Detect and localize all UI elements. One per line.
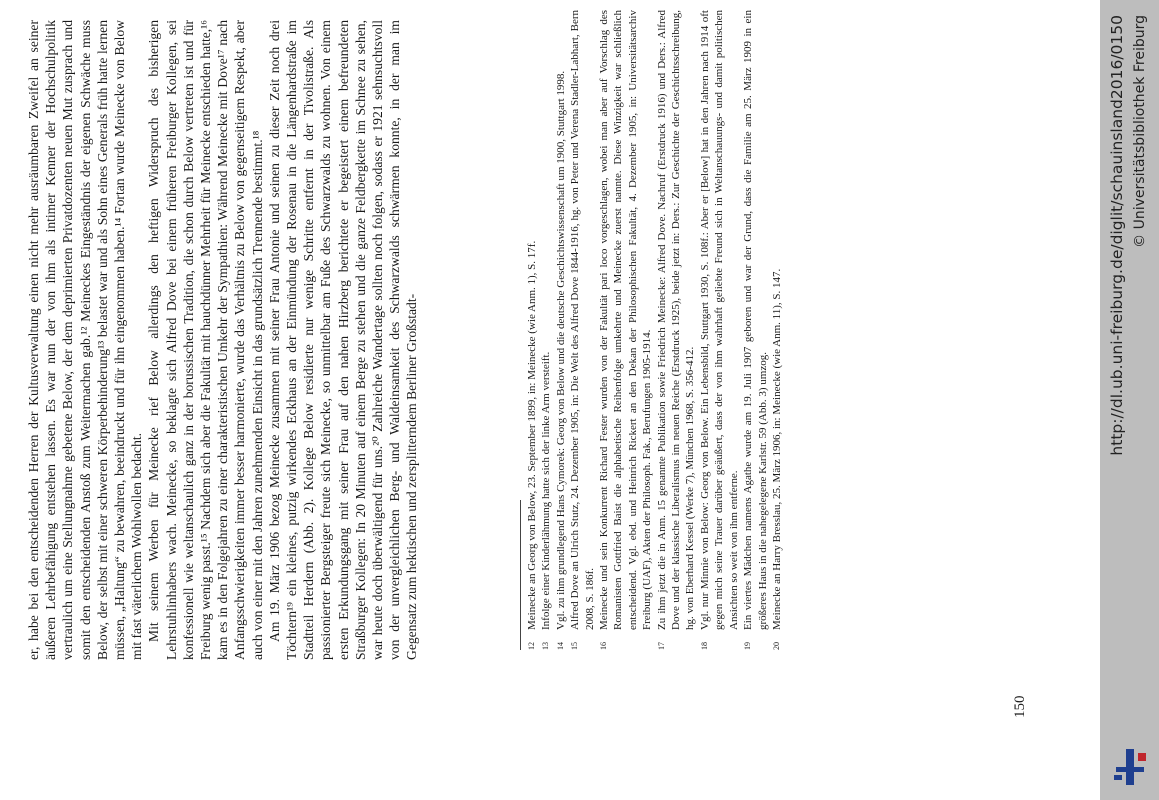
footnote-number: 14 [555,642,565,650]
footnote-text: Meinecke an Georg von Below, 23. September 1899, in: Meinecke (wie Anm. 1), S. 17f. [526,240,538,630]
footnote [597,10,655,650]
footnotes-block [520,10,880,650]
footnote-number: 19 [743,642,753,650]
footnote-number: 16 [599,642,609,650]
footnote-text: Zu ihm jetzt die in Anm. 15 genannte Publikation sowie Friedrich Meinecke: Alfred Dove. Nachruf (Erstdruck 1916) und Ders.: Alfred Dove und der klassische Liberalismus im neuen Reiche (Erstdruck 1925), beide jetzt in: Ders.: Zur Geschichte der Geschichtsschreibung, hg. von Eberhard Kessel (Werke 7), München 1968, S. 356-412. [655,10,697,630]
permalink-url[interactable]: http://dl.ub.uni-freiburg.de/diglit/schauinsland2016/0150 [1108,15,1126,456]
footnote-number: 18 [699,642,709,650]
footnote-text: Meinecke an Harry Bresslau, 25. März 1906, in: Meinecke (wie Anm. 11), S. 147. [770,268,783,630]
footnote-number: 17 [656,642,666,650]
footnote-number: 13 [541,642,551,650]
page-number: 150 [1012,695,1028,718]
body-paragraph: Mit seinem Werben für Meinecke rief Below allerdings den heftigen Widerspruch des bisherigen Lehrstuhlinhabers wach. Meinecke, so beklagte sich Alfred Dove bei einem früheren Freiburger Kollegen, sei konfessionell wie weltanschaulich ganz in der borussischen Tradition, die schon durch Below vertreten ist und für Freiburg wenig passt.¹⁵ Nachdem sich aber die Fakultät mit hauchdünner Mehrheit für Meinecke entschieden hatte,¹⁶ kam es in den Folgejahren zu einer charakteristischen Umkehr der Sympathien: Während Meinecke mit Dove¹⁷ nach Anfangsschwierigkeiten immer besser harmonierte, wurde das Verhältnis zu Below von gegenseitigem Respekt, aber auch von einer mit den Jahren zunehmenden Einsicht in das grundsätzlich Trennende bestimmt.¹⁸ [146,20,265,660]
body-paragraph: er, habe bei den entscheidenden Herren der Kultusverwaltung einen nicht mehr ausräumbaren Zweifel an seiner äußeren Lehrbefähigung entstehen lassen. Es war nun der von ihm als intimer Kenner der Hochschulpolitik vertraulich um eine Stellungnahme gebetene Below, der dem deprimierten Privatdozenten neuen Mut zusprach und somit den entscheidenden Anstoß zum Weitermachen gab.¹² Meineckes Eingeständnis der eigenen Schwäche muss Below, der selbst mit einer schweren Körperbehinderung¹³ belastet war und als Sohn eines Generals früh hatte lernen müssen, „Haltung“ zu bewahren, beeindruckt und für ihn eingenommen haben.¹⁴ Fortan wurde Meinecke von Below mit fast väterlichem Wohlwollen bedacht. [26,20,145,660]
footnote [554,10,568,650]
footnote [525,10,539,650]
footnote-number: 20 [771,642,781,650]
copyright-notice: © Universitätsbibliothek Freiburg [1132,15,1148,248]
footnote-text: Ein viertes Mädchen namens Agathe wurde am 19. Juli 1907 geboren und war der Grund, dass die Familie am 25. März 1909 in ein größeres Haus in die nahegelegene Karlstr. 59 (Abb. 3) umzog. [742,10,769,630]
university-library-logo-icon [1108,745,1152,789]
footnote-text: Alfred Dove an Ulrich Stutz, 24. Dezember 1905, in: Die Welt des Alfred Dove 1844-1916, hg. von Peter und Verena Stadler-Labhart, Bern 2008, S. 186f. [569,10,596,630]
footnote-text: Infolge einer Kinderlähmung hatte sich der linke Arm versteift. [540,351,553,630]
footnote [770,10,784,650]
footnote-number: 12 [527,642,536,650]
footnote-text: Meinecke und sein Konkurrent Richard Fester wurden von der Fakultät pari loco vorgeschlagen, wobei man aber auf Vorschlag des Romanisten Gottfried Baist die alphabetische Reihenfolge umkehrte und Meinecke zuerst nannte. Diese Winzigkeit war schließlich entscheidend. Vgl. ebd. und Heinrich Rickert an den Dekan der Philosophischen Fakultät, 4. Dezember 1905, in: Universitätsarchiv Freiburg (UAF), Akten der Philosoph. Fak., Berufungen 1905-1914. [598,10,654,630]
body-text-block [25,20,545,660]
footnote-number: 15 [570,642,580,650]
footnote [655,10,698,650]
footnote [539,10,553,650]
footnote-text: Vgl. nur Minnie von Below: Georg von Below. Ein Lebensbild, Stuttgart 1930, S. 108f.: Aber er [Below] hat in den Jahren nach 1914 oft gegen mich seine Trauer darüber geäußert, dass der von ihm wahrhaft geliebte Freund sich in Weltanschauungs- und damit politischen Ansichten so weit von ihm entferne. [698,10,740,630]
footnote [568,10,597,650]
footnote-text: Vgl. zu ihm grundlegend Hans Cymorek: Georg von Below und die deutsche Geschichtswissenschaft um 1900, Stuttgart 1998. [554,70,567,630]
body-paragraph: Am 19. März 1906 bezog Meinecke zusammen mit seiner Frau Antonie und seinen zu dieser Zeit noch drei Töchtern¹⁹ ein kleines, putzig wirkendes Eckhaus an der Einmündung der Rosenau in die Längenhardstraße im Stadtteil Herdern (Abb. 2). Kollege Below residierte nur wenige Schritte entfernt in der Tivolistraße. Als passionierter Bergsteiger freute sich Meinecke, so unmittelbar am Fuße des Schwarzwalds zu wohnen. Von einem ersten Erkundungsgang mit seiner Frau auf den nahen Hirzberg berichtete er begeistert einem befreundeten Straßburger Kollegen: In 20 Minuten auf einem Berge zu stehen und die ganze Feldbergkette im Schnee zu sehen, war heute doch überwältigend für uns.²⁰ Zahlreiche Wandertage sollten noch folgen, sodass er 1921 sehnsuchtsvoll von der unvergleichlichen Berg- und Waldeinsamkeit des Schwarzwalds schwärmen konnte, in der man im Gegensatz zum hektischen und zersplitterndem Berliner Großstadt- [266,20,420,660]
footnote [698,10,741,650]
footnote-divider [520,500,521,650]
footnote [741,10,770,650]
